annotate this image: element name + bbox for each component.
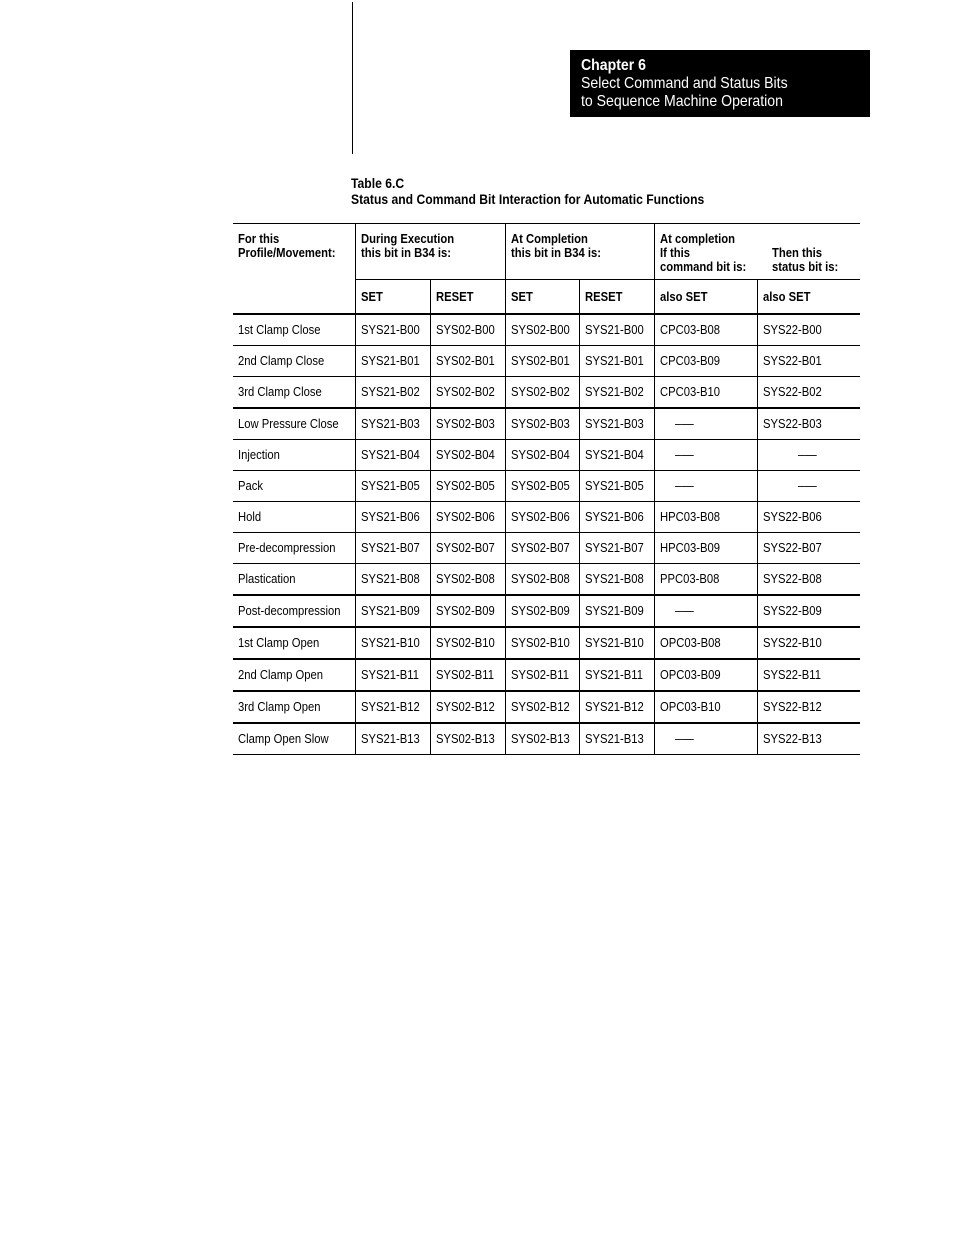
row-bit-cell: ––– — [654, 723, 757, 755]
subheader-cell: also SET — [757, 280, 860, 315]
chapter-header — [570, 50, 870, 117]
row-bit-cell: SYS21-B11 — [355, 659, 430, 691]
row-bit-cell: ––– — [654, 595, 757, 627]
row-profile-cell: Pre-decompression — [233, 533, 355, 564]
header-during-execution: During Execution this bit in B34 is: — [355, 224, 505, 280]
row-bit-cell: SYS22-B09 — [757, 595, 860, 627]
row-bit-cell: SYS21-B06 — [579, 502, 654, 533]
subheader-cell: SET — [505, 280, 579, 315]
row-bit-cell: SYS02-B13 — [505, 723, 579, 755]
row-bit-cell: SYS02-B09 — [430, 595, 505, 627]
row-profile-cell: Post-decompression — [233, 595, 355, 627]
row-bit-cell: SYS02-B05 — [505, 471, 579, 502]
row-bit-cell: SYS22-B10 — [757, 627, 860, 659]
subheader-cell: SET — [355, 280, 430, 315]
table-title: Status and Command Bit Interaction for Automatic Functions — [351, 192, 705, 207]
margin-rule — [352, 2, 353, 154]
row-bit-cell: SYS02-B04 — [430, 440, 505, 471]
table-row — [233, 502, 860, 533]
row-bit-cell: SYS02-B08 — [505, 564, 579, 596]
row-bit-cell: SYS21-B03 — [579, 408, 654, 440]
subheader-blank — [233, 280, 355, 315]
subheader-cell: also SET — [654, 280, 757, 315]
row-bit-cell: SYS21-B05 — [579, 471, 654, 502]
table-row — [233, 564, 860, 596]
row-bit-cell: SYS21-B10 — [579, 627, 654, 659]
row-bit-cell: SYS02-B07 — [505, 533, 579, 564]
row-profile-cell: Hold — [233, 502, 355, 533]
table-row — [233, 659, 860, 691]
row-bit-cell: CPC03-B10 — [654, 377, 757, 409]
row-bit-cell: SYS21-B13 — [355, 723, 430, 755]
row-bit-cell: SYS02-B09 — [505, 595, 579, 627]
row-bit-cell: SYS02-B10 — [430, 627, 505, 659]
row-bit-cell: SYS21-B00 — [579, 314, 654, 346]
row-profile-cell: Pack — [233, 471, 355, 502]
table-row — [233, 314, 860, 346]
chapter-title-line-1: Select Command and Status Bits — [581, 75, 788, 92]
row-bit-cell: SYS02-B03 — [505, 408, 579, 440]
row-bit-cell: SYS21-B12 — [355, 691, 430, 723]
row-bit-cell: SYS22-B12 — [757, 691, 860, 723]
row-profile-cell: Plastication — [233, 564, 355, 596]
table-row — [233, 408, 860, 440]
row-bit-cell: SYS21-B03 — [355, 408, 430, 440]
row-bit-cell: ––– — [757, 440, 860, 471]
row-bit-cell: SYS02-B04 — [505, 440, 579, 471]
table-row — [233, 533, 860, 564]
row-profile-cell: Clamp Open Slow — [233, 723, 355, 755]
row-bit-cell: SYS22-B00 — [757, 314, 860, 346]
row-bit-cell: HPC03-B09 — [654, 533, 757, 564]
row-bit-cell: SYS02-B02 — [430, 377, 505, 409]
row-bit-cell: SYS22-B02 — [757, 377, 860, 409]
table-row — [233, 691, 860, 723]
row-bit-cell: HPC03-B08 — [654, 502, 757, 533]
row-bit-cell: SYS02-B11 — [505, 659, 579, 691]
row-bit-cell: SYS21-B09 — [355, 595, 430, 627]
row-bit-cell: SYS21-B01 — [579, 346, 654, 377]
row-profile-cell: 3rd Clamp Close — [233, 377, 355, 409]
subheader-cell: RESET — [579, 280, 654, 315]
row-bit-cell: SYS02-B01 — [430, 346, 505, 377]
table-row — [233, 440, 860, 471]
row-bit-cell: OPC03-B09 — [654, 659, 757, 691]
row-bit-cell: SYS02-B07 — [430, 533, 505, 564]
subheader-row — [233, 280, 860, 315]
row-bit-cell: SYS22-B07 — [757, 533, 860, 564]
row-bit-cell: SYS21-B04 — [355, 440, 430, 471]
row-bit-cell: ––– — [654, 471, 757, 502]
row-bit-cell: SYS21-B08 — [355, 564, 430, 596]
row-bit-cell: SYS22-B11 — [757, 659, 860, 691]
row-bit-cell: SYS21-B02 — [355, 377, 430, 409]
row-bit-cell: SYS21-B08 — [579, 564, 654, 596]
table-row — [233, 377, 860, 409]
row-profile-cell: 1st Clamp Close — [233, 314, 355, 346]
row-bit-cell: SYS02-B02 — [505, 377, 579, 409]
header-row — [233, 224, 860, 280]
row-bit-cell: SYS22-B08 — [757, 564, 860, 596]
table-row — [233, 723, 860, 755]
row-bit-cell: CPC03-B08 — [654, 314, 757, 346]
row-bit-cell: SYS02-B13 — [430, 723, 505, 755]
row-bit-cell: ––– — [654, 440, 757, 471]
chapter-number: Chapter 6 — [581, 57, 646, 74]
header-command-status: At completion If this command bit is: Then this status bit is: — [654, 224, 860, 280]
row-bit-cell: CPC03-B09 — [654, 346, 757, 377]
row-bit-cell: SYS02-B12 — [505, 691, 579, 723]
row-bit-cell: SYS21-B06 — [355, 502, 430, 533]
row-bit-cell: SYS02-B00 — [505, 314, 579, 346]
table-caption — [351, 176, 704, 208]
header-at-completion: At Completion this bit in B34 is: — [505, 224, 654, 280]
row-bit-cell: SYS02-B12 — [430, 691, 505, 723]
row-profile-cell: Injection — [233, 440, 355, 471]
row-bit-cell: SYS21-B02 — [579, 377, 654, 409]
table-row — [233, 346, 860, 377]
row-bit-cell: SYS21-B00 — [355, 314, 430, 346]
row-bit-cell: ––– — [654, 408, 757, 440]
status-command-table — [233, 223, 860, 755]
row-bit-cell: ––– — [757, 471, 860, 502]
table-number: Table 6.C — [351, 176, 405, 191]
row-profile-cell: 3rd Clamp Open — [233, 691, 355, 723]
row-bit-cell: SYS02-B06 — [505, 502, 579, 533]
header-profile: For this Profile/Movement: — [233, 224, 355, 280]
table-row — [233, 471, 860, 502]
row-bit-cell: SYS21-B05 — [355, 471, 430, 502]
row-bit-cell: SYS21-B13 — [579, 723, 654, 755]
row-bit-cell: SYS02-B08 — [430, 564, 505, 596]
row-bit-cell: SYS02-B01 — [505, 346, 579, 377]
subheader-cell: RESET — [430, 280, 505, 315]
row-profile-cell: 2nd Clamp Open — [233, 659, 355, 691]
row-bit-cell: SYS02-B11 — [430, 659, 505, 691]
row-profile-cell: 1st Clamp Open — [233, 627, 355, 659]
row-bit-cell: SYS02-B03 — [430, 408, 505, 440]
row-bit-cell: SYS21-B01 — [355, 346, 430, 377]
row-bit-cell: SYS22-B03 — [757, 408, 860, 440]
row-bit-cell: SYS02-B00 — [430, 314, 505, 346]
row-bit-cell: SYS22-B01 — [757, 346, 860, 377]
row-bit-cell: SYS22-B06 — [757, 502, 860, 533]
table-row — [233, 595, 860, 627]
row-bit-cell: SYS21-B09 — [579, 595, 654, 627]
row-bit-cell: SYS21-B07 — [579, 533, 654, 564]
row-bit-cell: OPC03-B08 — [654, 627, 757, 659]
row-bit-cell: SYS21-B11 — [579, 659, 654, 691]
row-profile-cell: Low Pressure Close — [233, 408, 355, 440]
row-bit-cell: SYS02-B10 — [505, 627, 579, 659]
row-bit-cell: SYS21-B10 — [355, 627, 430, 659]
row-bit-cell: SYS21-B12 — [579, 691, 654, 723]
row-bit-cell: OPC03-B10 — [654, 691, 757, 723]
row-bit-cell: SYS22-B13 — [757, 723, 860, 755]
row-profile-cell: 2nd Clamp Close — [233, 346, 355, 377]
table-row — [233, 627, 860, 659]
row-bit-cell: SYS02-B06 — [430, 502, 505, 533]
row-bit-cell: SYS21-B07 — [355, 533, 430, 564]
row-bit-cell: PPC03-B08 — [654, 564, 757, 596]
chapter-title-line-2: to Sequence Machine Operation — [581, 93, 783, 110]
row-bit-cell: SYS02-B05 — [430, 471, 505, 502]
row-bit-cell: SYS21-B04 — [579, 440, 654, 471]
